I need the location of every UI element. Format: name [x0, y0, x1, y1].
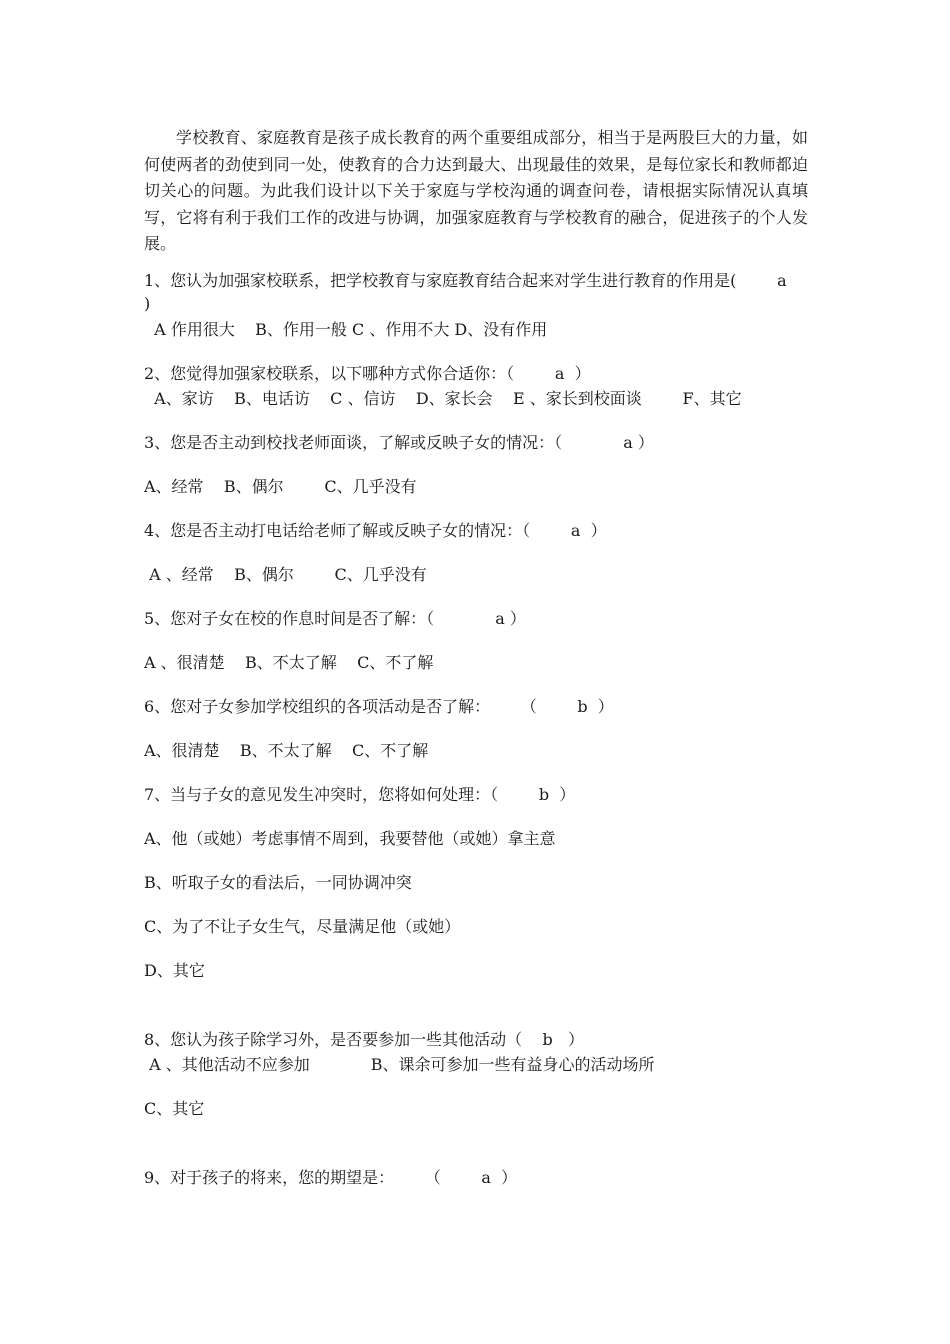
question-7-option-a: A、他（或她）考虑事情不周到，我要替他（或她）拿主意 [144, 829, 556, 848]
question-3-options: A、经常 B、偶尔 C、几乎没有 [144, 477, 417, 496]
question-7: 7、当与子女的意见发生冲突时，您将如何处理：（ b ） [144, 785, 576, 804]
question-6-options: A、很清楚 B、不太了解 C、不了解 [144, 741, 429, 760]
question-1-continuation: ) [144, 294, 151, 313]
question-4: 4、您是否主动打电话给老师了解或反映子女的情况：（ a ） [144, 521, 607, 540]
question-9: 9、对于孩子的将来，您的期望是： （ a ） [144, 1168, 518, 1187]
intro-section [144, 125, 808, 258]
question-1: 1、您认为加强家校联系，把学校教育与家庭教育结合起来对学生进行教育的作用是( a [144, 271, 787, 290]
question-8-options: A 、其他活动不应参加 B、课余可参加一些有益身心的活动场所 [144, 1055, 655, 1074]
question-2-options: A、家访 B、电话访 C 、信访 D、家长会 E 、家长到校面谈 F、其它 [144, 389, 742, 408]
question-7-option-d: D、其它 [144, 961, 205, 980]
question-5-options: A 、很清楚 B、不太了解 C、不了解 [144, 653, 434, 672]
question-7-option-c: C、为了不让子女生气，尽量满足他（或她） [144, 917, 461, 936]
question-3: 3、您是否主动到校找老师面谈，了解或反映子女的情况：（ a ） [144, 433, 654, 452]
question-4-options: A 、经常 B、偶尔 C、几乎没有 [144, 565, 427, 584]
question-8: 8、您认为孩子除学习外，是否要参加一些其他活动（ b ） [144, 1030, 585, 1049]
question-6: 6、您对子女参加学校组织的各项活动是否了解： （ b ） [144, 697, 614, 716]
question-2: 2、您觉得加强家校联系，以下哪种方式你合适你：（ a ） [144, 364, 591, 383]
question-8-option-c: C、其它 [144, 1099, 205, 1118]
question-1-options: A 作用很大 B、作用一般 C 、作用不大 D、没有作用 [144, 320, 548, 339]
question-7-option-b: B、听取子女的看法后，一同协调冲突 [144, 873, 412, 892]
intro-paragraph: 学校教育、家庭教育是孩子成长教育的两个重要组成部分，相当于是两股巨大的力量，如何使两者的劲使到同一处，使教育的合力达到最大、出现最佳的效果，是每位家长和教师都迫切关心的问题。为此我们设计以下关于家庭与学校沟通的调查问卷，请根据实际情况认真填写，它将有利于我们工作的改进与协调，加强家庭教育与学校教育的融合，促进孩子的个人发展。 [144, 128, 808, 253]
question-5: 5、您对子女在校的作息时间是否了解：（ a ） [144, 609, 526, 628]
